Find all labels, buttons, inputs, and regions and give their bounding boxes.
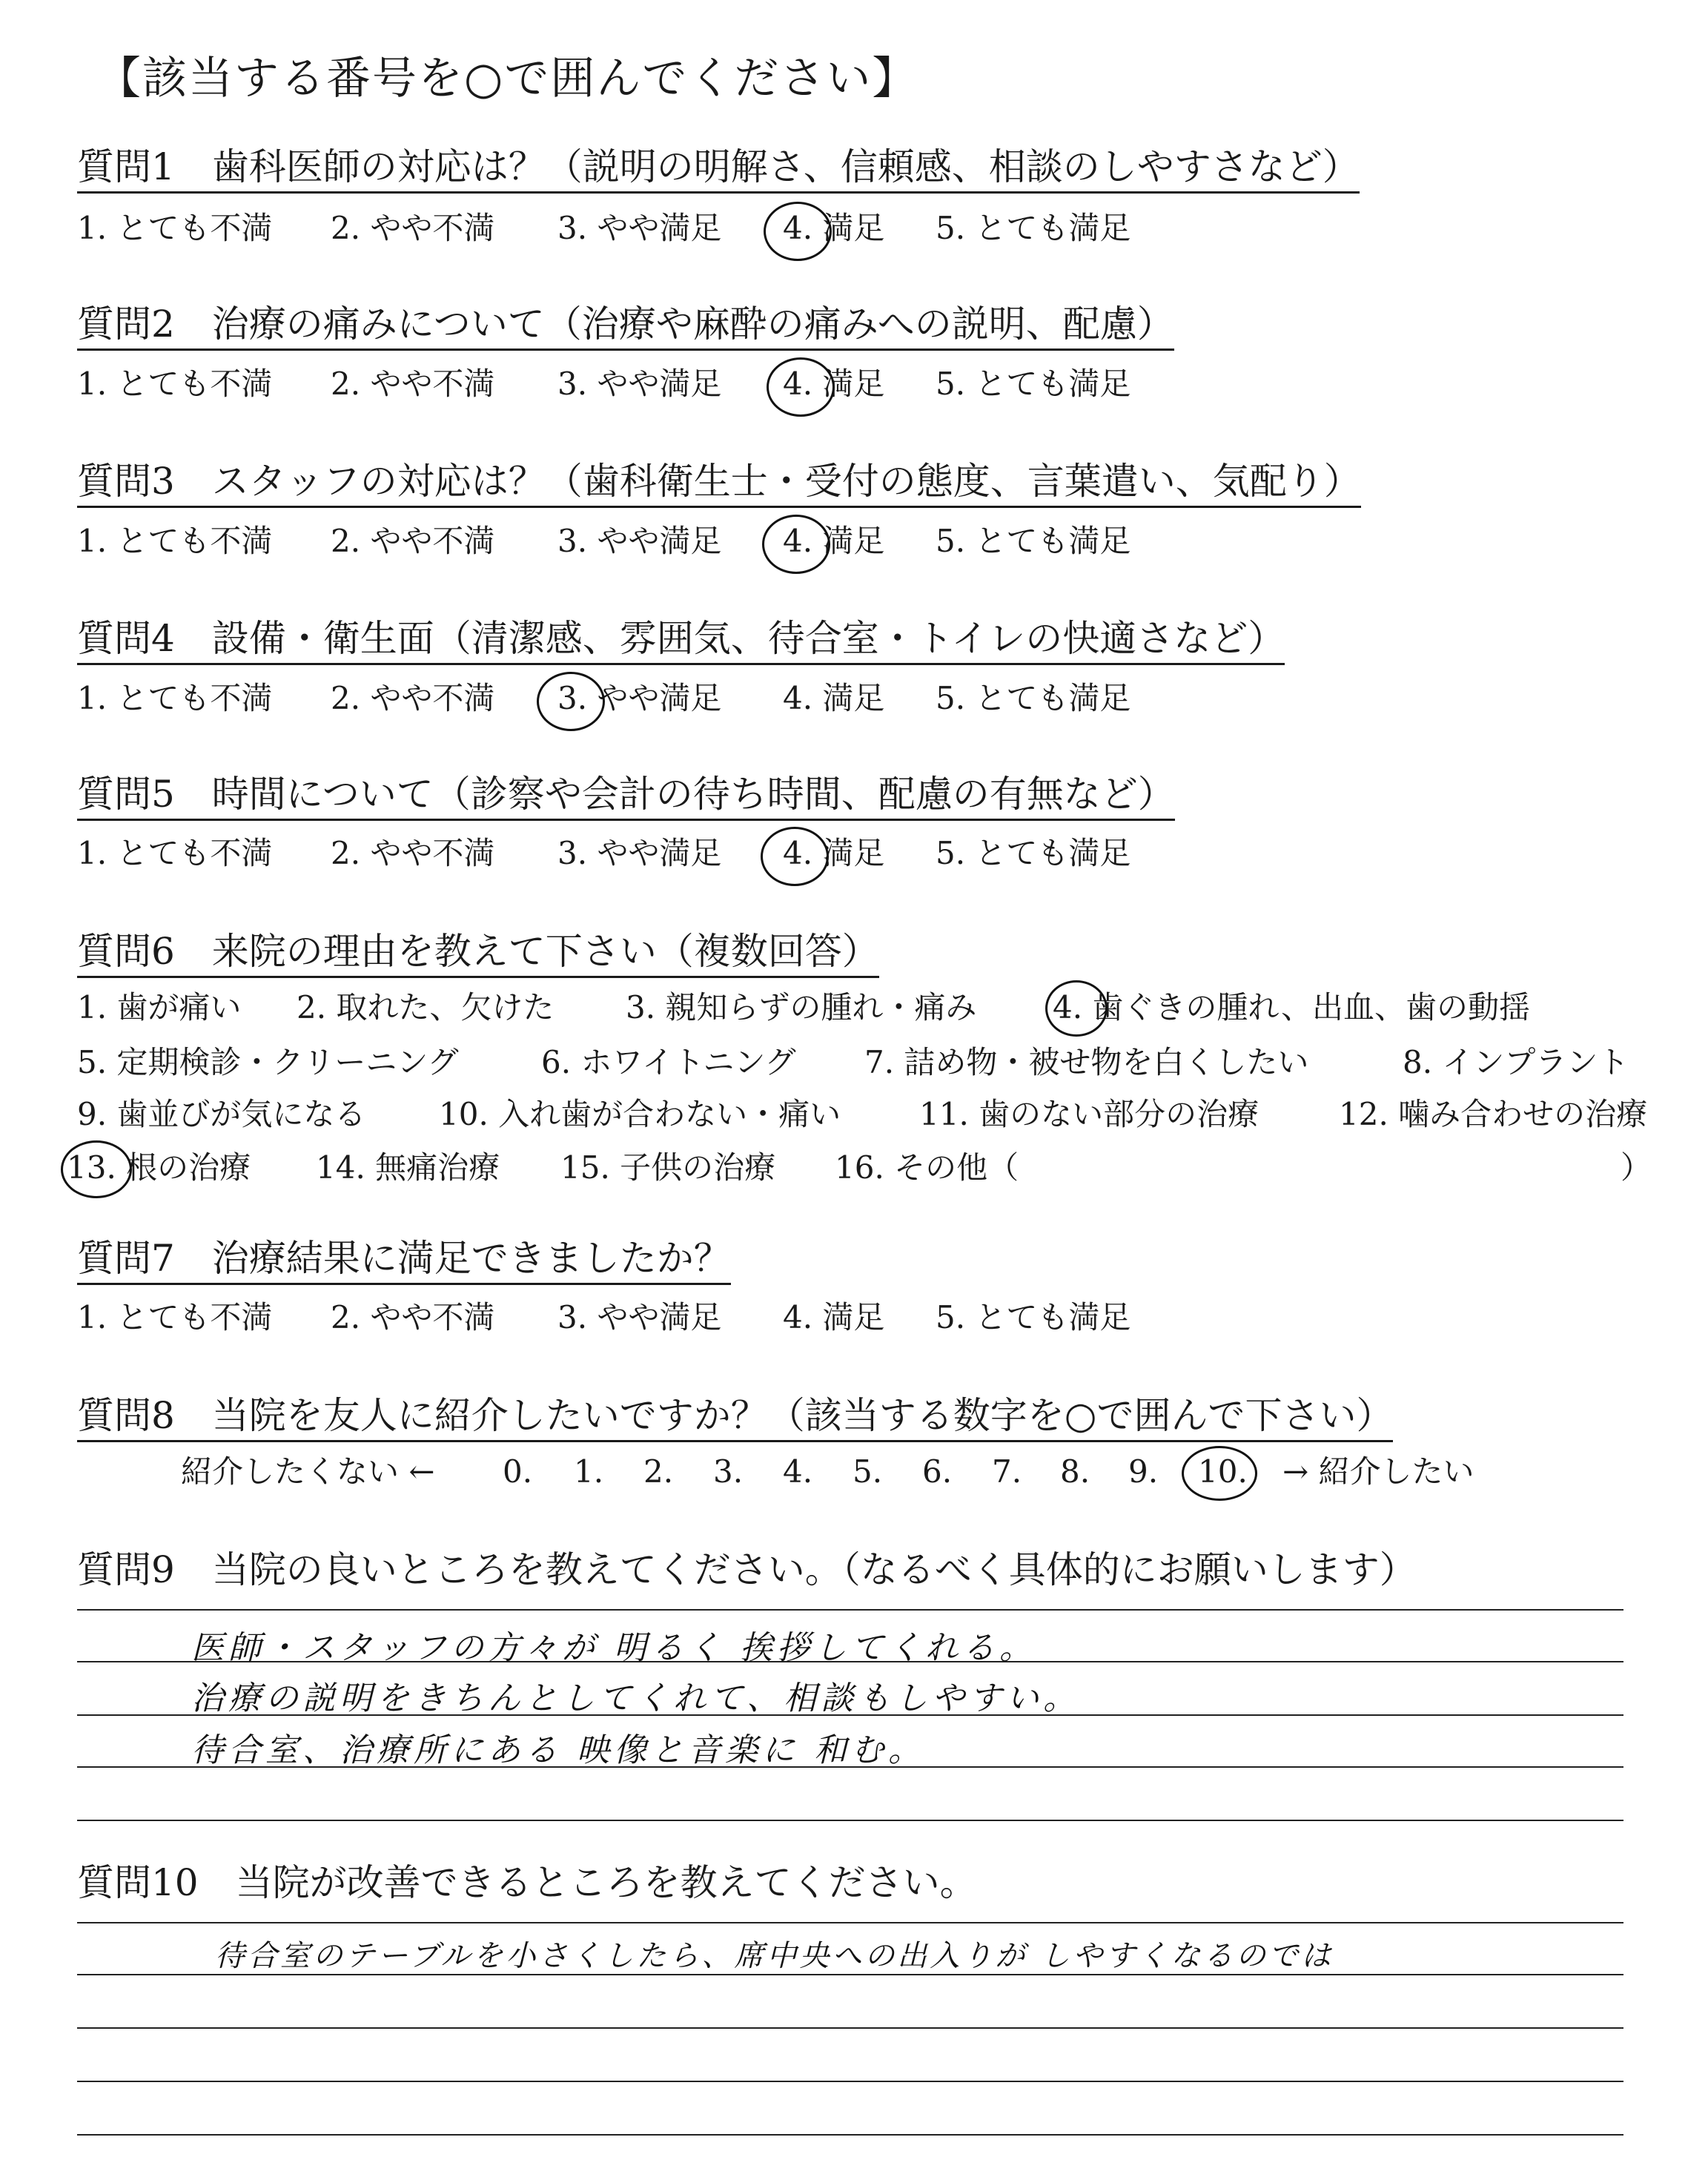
page-header: 【該当する番号を○で囲んでください】: [96, 53, 918, 105]
q3-selection-circle: [762, 515, 830, 574]
question-2-title: 質問2 治療の痛みについて（治療や麻酔の痛みへの説明、配慮）: [77, 303, 1174, 351]
q2-option-2[interactable]: 2. やや不満: [331, 366, 495, 402]
q7-option-2[interactable]: 2. やや不満: [331, 1299, 495, 1335]
q10-answer-line-3: [77, 2027, 1623, 2029]
q7-option-4[interactable]: 4. 満足: [783, 1299, 885, 1335]
question-9-title: 質問9 当院の良いところを教えてください。（なるべく具体的にお願いします）: [77, 1548, 1417, 1591]
q8-scale-0[interactable]: 0.: [503, 1453, 533, 1490]
q4-selection-circle: [537, 672, 605, 731]
q8-selection-circle: [1182, 1446, 1257, 1501]
q5-option-3[interactable]: 3. やや満足: [557, 835, 722, 871]
q8-scale-3[interactable]: 3.: [713, 1453, 744, 1490]
q10-answer-line-1: [77, 1922, 1623, 1923]
q9-answer-text-3: 待合室、治療所にある 映像と音楽に 和む。: [191, 1731, 925, 1769]
q1-option-1[interactable]: 1. とても不満: [77, 210, 273, 246]
q4-option-2[interactable]: 2. やや不満: [331, 680, 495, 716]
q4-option-3[interactable]: 3. やや満足: [557, 680, 722, 716]
q9-answer-line-1: [77, 1609, 1623, 1611]
q6-option-3[interactable]: 3. 親知らずの腫れ・痛み: [626, 989, 977, 1025]
q8-right-label: → 紹介したい: [1282, 1453, 1474, 1490]
q9-answer-text-2: 治療の説明をきちんとしてくれて、相談もしやすい。: [191, 1680, 1081, 1717]
q8-scale-8[interactable]: 8.: [1060, 1453, 1090, 1490]
q8-scale-10[interactable]: 10.: [1198, 1453, 1248, 1490]
q2-option-5[interactable]: 5. とても満足: [936, 366, 1131, 402]
q6-option-2[interactable]: 2. 取れた、欠けた: [297, 989, 555, 1025]
q5-option-2[interactable]: 2. やや不満: [331, 835, 495, 871]
q9-answer-text-1: 医師・スタッフの方々が 明るく 挨拶してくれる。: [191, 1629, 1036, 1667]
q8-scale-9[interactable]: 9.: [1128, 1453, 1159, 1490]
q4-option-5[interactable]: 5. とても満足: [936, 680, 1131, 716]
q2-option-4[interactable]: 4. 満足: [783, 366, 885, 402]
question-5-title: 質問5 時間について（診察や会計の待ち時間、配慮の有無など）: [77, 773, 1175, 821]
q3-option-4[interactable]: 4. 満足: [783, 523, 885, 559]
q1-option-3[interactable]: 3. やや満足: [557, 210, 722, 246]
q7-option-1[interactable]: 1. とても不満: [77, 1299, 273, 1335]
q5-option-5[interactable]: 5. とても満足: [936, 835, 1131, 871]
q6-selection-circle-4: [1045, 980, 1108, 1037]
q1-option-2[interactable]: 2. やや不満: [331, 210, 495, 246]
q6-option-10[interactable]: 10. 入れ歯が合わない・痛い: [439, 1096, 841, 1132]
q8-scale-2[interactable]: 2.: [643, 1453, 674, 1490]
q6-option-16[interactable]: 16. その他（: [835, 1149, 1019, 1186]
q4-option-4[interactable]: 4. 満足: [783, 680, 885, 716]
q6-option-14[interactable]: 14. 無痛治療: [316, 1149, 500, 1186]
question-7-title: 質問7 治療結果に満足できましたか？: [77, 1237, 731, 1285]
q7-option-3[interactable]: 3. やや満足: [557, 1299, 722, 1335]
q8-left-label: 紹介したくない ←: [181, 1453, 435, 1490]
q1-option-5[interactable]: 5. とても満足: [936, 210, 1131, 246]
q3-option-2[interactable]: 2. やや不満: [331, 523, 495, 559]
q6-option-5[interactable]: 5. 定期検診・クリーニング: [77, 1044, 459, 1080]
q4-option-1[interactable]: 1. とても不満: [77, 680, 273, 716]
q6-option-12[interactable]: 12. 噛み合わせの治療: [1339, 1096, 1648, 1132]
question-4-title: 質問4 設備・衛生面（清潔感、雰囲気、待合室・トイレの快適さなど）: [77, 617, 1285, 665]
q3-option-3[interactable]: 3. やや満足: [557, 523, 722, 559]
q6-option-9[interactable]: 9. 歯並びが気になる: [77, 1096, 366, 1132]
q6-option-7[interactable]: 7. 詰め物・被せ物を白くしたい: [864, 1044, 1309, 1080]
q3-option-5[interactable]: 5. とても満足: [936, 523, 1131, 559]
question-3-title: 質問3 スタッフの対応は？（歯科衛生士・受付の態度、言葉遣い、気配り）: [77, 460, 1361, 508]
q7-option-5[interactable]: 5. とても満足: [936, 1299, 1131, 1335]
q8-scale-4[interactable]: 4.: [783, 1453, 813, 1490]
question-8-title: 質問8 当院を友人に紹介したいですか？（該当する数字を○で囲んで下さい）: [77, 1394, 1393, 1442]
q5-selection-circle: [761, 827, 829, 886]
q5-option-1[interactable]: 1. とても不満: [77, 835, 273, 871]
q10-answer-line-5: [77, 2134, 1623, 2136]
q6-option-4[interactable]: 4. 歯ぐきの腫れ、出血、歯の動揺: [1053, 989, 1530, 1025]
q9-answer-line-5: [77, 1820, 1623, 1821]
q10-answer-text-1: 待合室のテーブルを小さくしたら、席中央への出入りが しやすくなるのでは: [215, 1939, 1334, 1973]
question-1-title: 質問1 歯科医師の対応は？（説明の明解さ、信頼感、相談のしやすさなど）: [77, 145, 1360, 194]
q5-option-4[interactable]: 4. 満足: [783, 835, 885, 871]
q6-option-1[interactable]: 1. 歯が痛い: [77, 989, 242, 1025]
question-6-title: 質問6 来院の理由を教えて下さい（複数回答）: [77, 930, 879, 978]
q8-scale-1[interactable]: 1.: [574, 1453, 604, 1490]
q6-selection-circle-13: [61, 1140, 132, 1198]
q6-option-6[interactable]: 6. ホワイトニング: [541, 1044, 796, 1080]
q8-scale-5[interactable]: 5.: [853, 1453, 883, 1490]
q1-option-4[interactable]: 4. 満足: [783, 210, 885, 246]
q6-option-15[interactable]: 15. 子供の治療: [560, 1149, 776, 1186]
q2-selection-circle: [767, 357, 835, 417]
q6-option-8[interactable]: 8. インプラント: [1403, 1044, 1629, 1080]
q6-option-16-close: ）: [1621, 1149, 1652, 1186]
q10-answer-line-4: [77, 2081, 1623, 2082]
q8-scale-6[interactable]: 6.: [922, 1453, 953, 1490]
q1-selection-circle: [764, 202, 832, 261]
q8-scale-7[interactable]: 7.: [992, 1453, 1022, 1490]
question-10-title: 質問10 当院が改善できるところを教えてください。: [77, 1861, 977, 1904]
q6-option-13[interactable]: 13. 根の治療: [67, 1149, 251, 1186]
q2-option-1[interactable]: 1. とても不満: [77, 366, 273, 402]
q6-option-11[interactable]: 11. 歯のない部分の治療: [919, 1096, 1260, 1132]
q2-option-3[interactable]: 3. やや満足: [557, 366, 722, 402]
q3-option-1[interactable]: 1. とても不満: [77, 523, 273, 559]
